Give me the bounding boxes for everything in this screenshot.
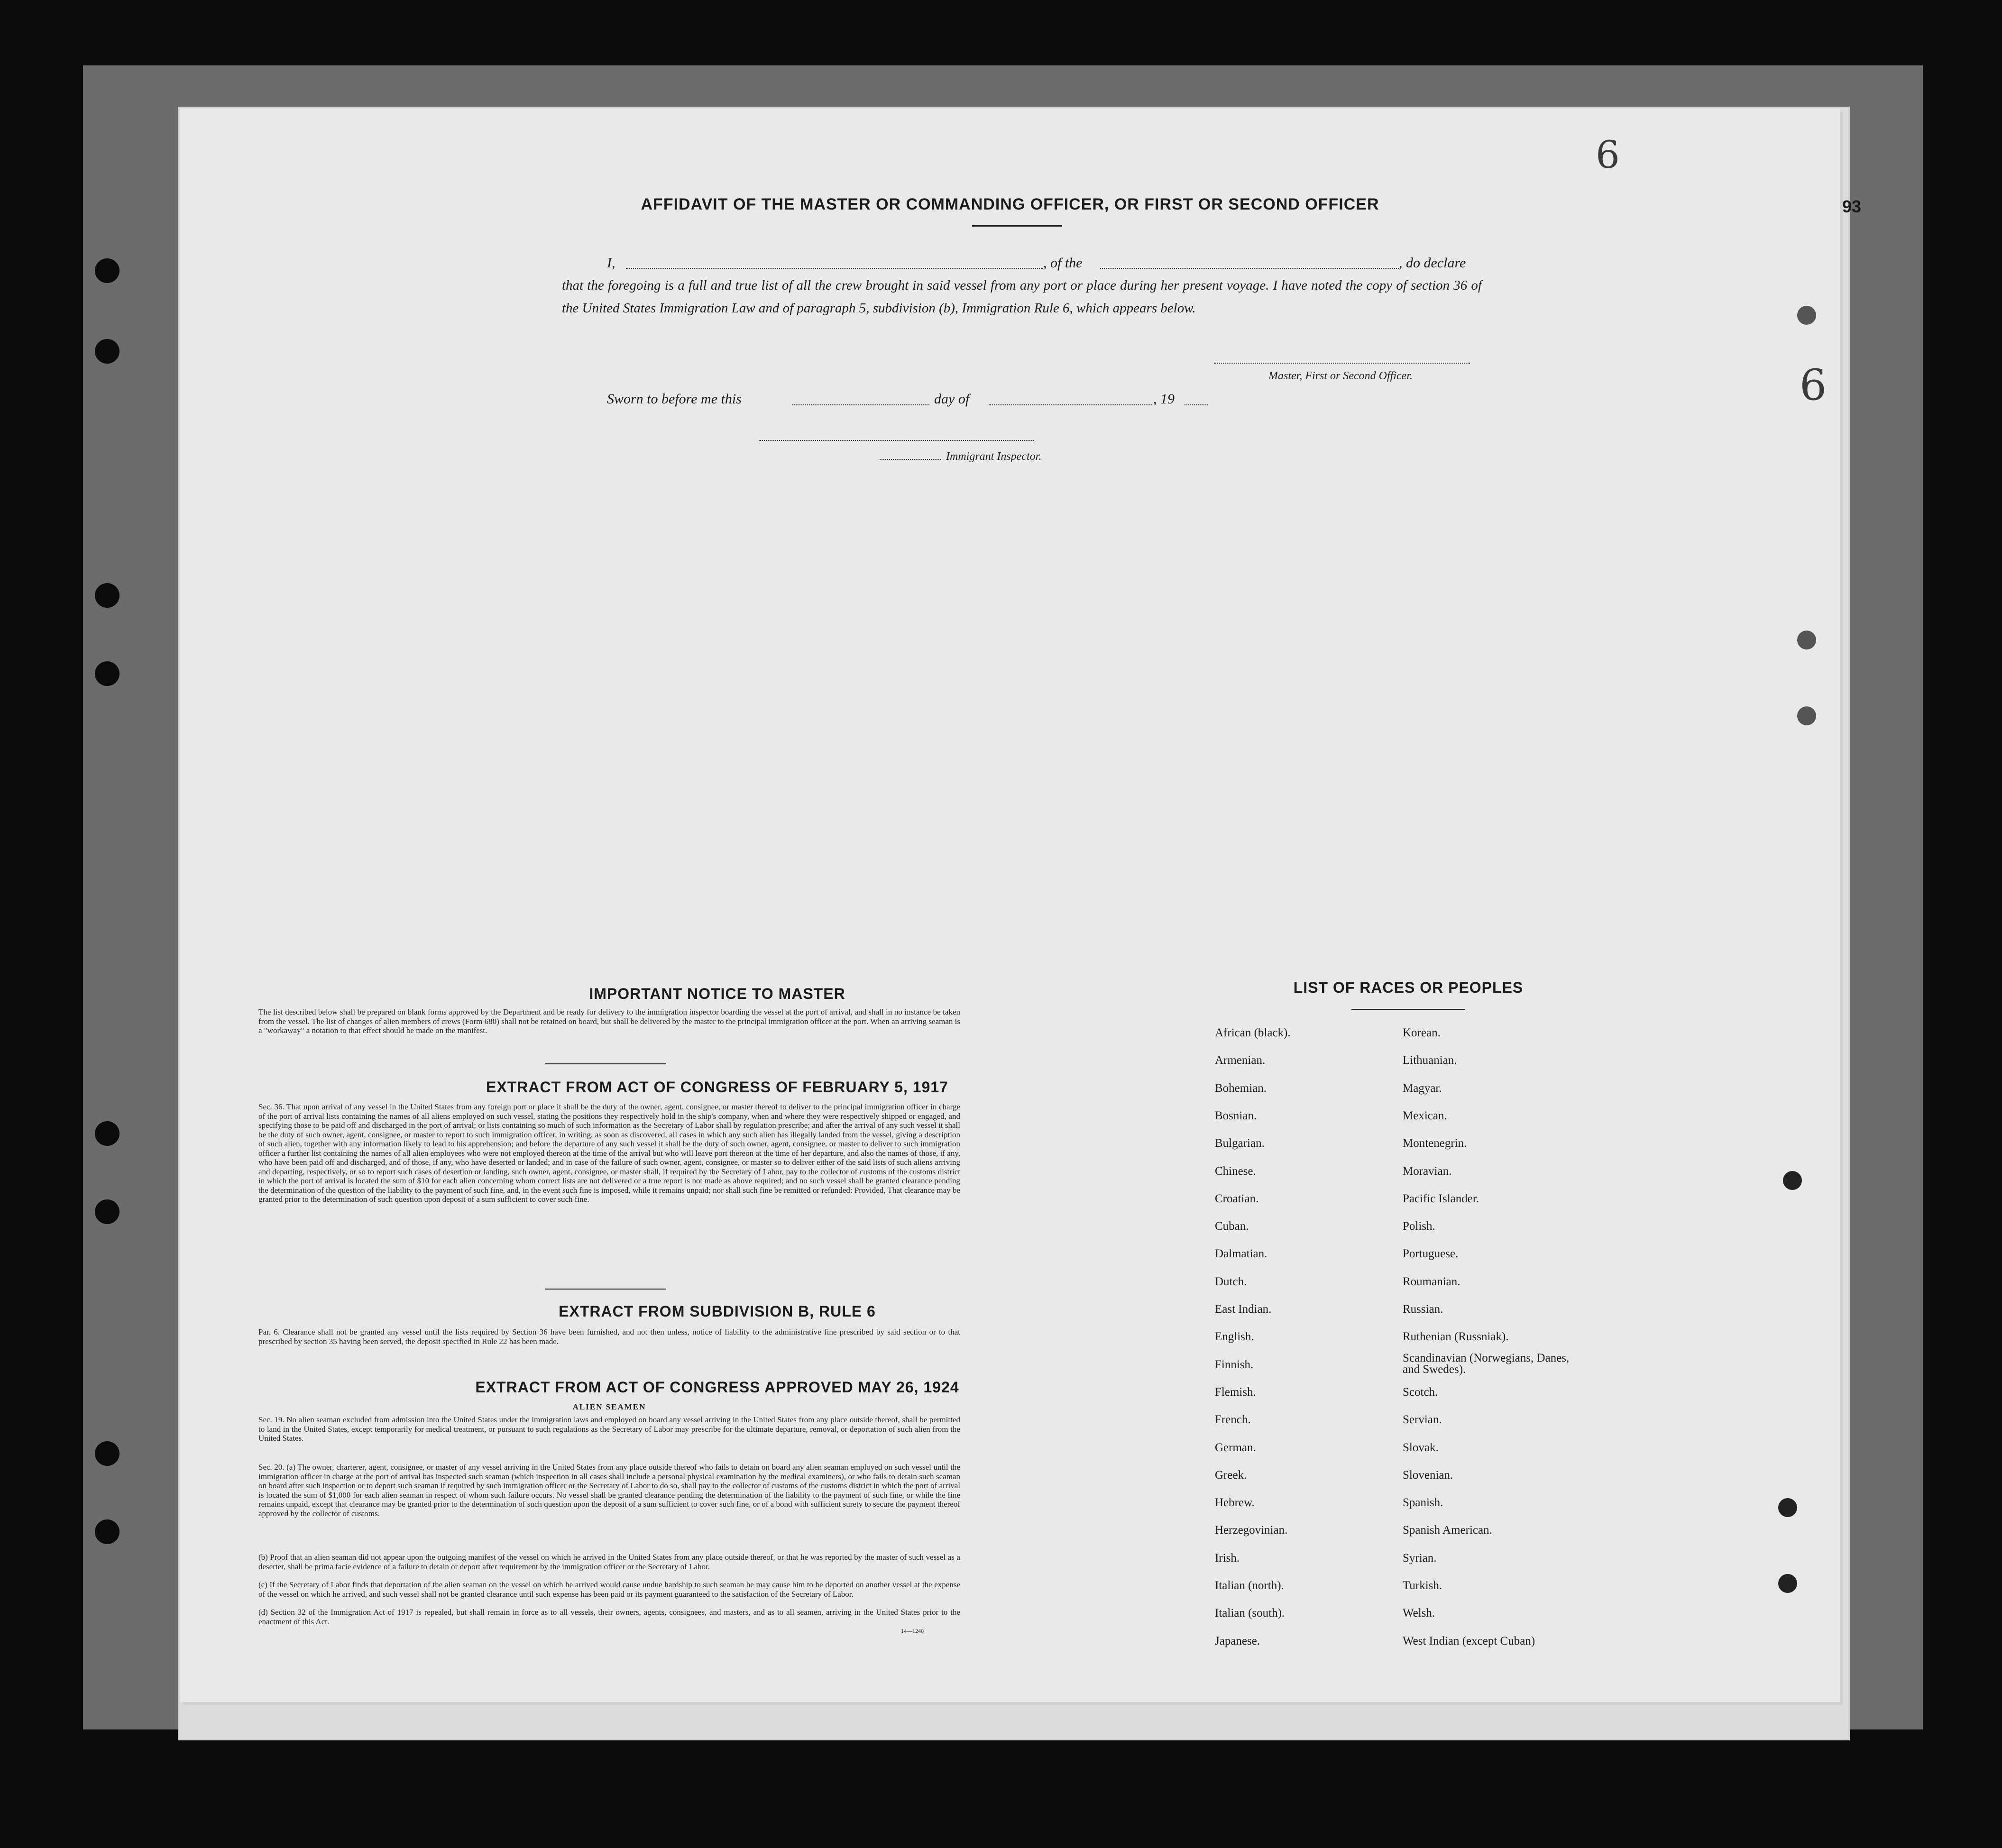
race-item: Welsh. [1403,1607,1435,1620]
extract-1917-text: Sec. 36. That upon arrival of any vessel in the United States from any foreign port or place it shall be the duty of the owner, agent, consignee, or master thereof to deliver to the principal immigration officer in charge of the port of arrival lists containing the names of all aliens employed on such vessel, stating the positions they respectively hold in the ship's company, when and where they were respectively shipped or engaged, and specifying those to be paid off and discharged in the port of arrival; or lists containing so much of such information as the Secretary of Labor shall by regulation prescribe; and after the arrival of any such vessel it shall be the duty of such owner, agent, consignee, or master to report to such immigration officer, in writing, as soon as discovered, all cases in which any such alien has illegally landed from the vessel, giving a description of such alien, together with any information likely to lead to his apprehension; and before the departure of any such vessel it shall be the duty of such owner, agent, consignee, or master to deliver to such immigration officer a further list containing the names of all alien employees who were not employed thereon at the time of the arrival but who will leave port thereon at the time of her departure, and also the names of those, if any, who have been paid off and discharged, and of those, if any, who have deserted or landed; and in case of the failure of such owner, agent, consignee, or master so to deliver either of the said lists of such aliens arriving and departing, respectively, or so to report such cases of desertion or landing, such owner, agent, consignee, or master shall, if required by the Secretary of Labor, pay to the collector of customs of the customs district in which the port of arrival is located the sum of $10 for each alien concerning whom correct lists are not delivered or a true report is not made as above required; and no such vessel shall be granted clearance pending the determination of the question of the liability to the payment of such fine, and, in the event such fine is imposed, while it remains unpaid; nor shall such fine be remitted or refunded: Provided, That clearance may be granted prior to the determination of such question upon deposit of a sum sufficient to cover such fine. [258,1102,960,1204]
race-item: Roumanian. [1403,1275,1460,1288]
race-item: Croatian. [1215,1192,1259,1205]
race-item: Bosnian. [1215,1109,1257,1122]
punch-hole [1797,631,1816,650]
inspector-blank [759,440,1034,441]
section-rule [545,1289,666,1290]
race-item: Polish. [1403,1220,1435,1233]
race-item: French. [1215,1413,1251,1427]
race-item: Syrian. [1403,1551,1437,1564]
race-item: Spanish American. [1403,1524,1492,1537]
race-item: Hebrew. [1215,1496,1255,1510]
race-item: Flemish. [1215,1385,1256,1399]
sworn-label: Sworn to before me this [607,391,742,407]
race-item: English. [1215,1330,1254,1344]
race-item: Cuban. [1215,1220,1249,1233]
extract-rule6-title: EXTRACT FROM SUBDIVISION B, RULE 6 [559,1303,876,1320]
sworn-year-label: , 19 [1153,391,1175,407]
race-item: Pacific Islander. [1403,1192,1479,1205]
race-item: Armenian. [1215,1054,1266,1067]
race-item: Ruthenian (Russniak). [1403,1330,1509,1344]
extract-rule6-text: Par. 6. Clearance shall not be granted any vessel until the lists required by Section 36 have been furnished, and not then unless, notice of liability to the administrative fine prescribed by said section or to that prescribed by section 35 having been served, the deposit specified in Rule 22 has been made. [258,1327,960,1346]
name-blank [626,268,1043,269]
corner-number: 93 [1842,197,1862,216]
race-item: West Indian (except Cuban) [1403,1634,1535,1647]
race-item: Dutch. [1215,1275,1247,1288]
race-item: Japanese. [1215,1634,1260,1647]
side-mark: 6 [1800,360,1827,410]
races-rule [1351,1009,1465,1010]
notice-title: IMPORTANT NOTICE TO MASTER [589,985,845,1002]
race-item: Lithuanian. [1403,1054,1457,1067]
bleed-through-text [261,164,1683,189]
race-item: Bohemian. [1215,1081,1267,1095]
race-item: Greek. [1215,1468,1247,1482]
extract-1924-sec20d: (d) Section 32 of the Immigration Act of 1917 is repealed, but shall remain in force as to all vessels, their owners, agents, consignees, and masters, and as to all seamen, arriving in the United States prior to the enactment of this Act. [258,1608,960,1626]
signature-blank [1214,363,1470,364]
punch-hole [95,661,119,686]
race-item: East Indian. [1215,1303,1272,1316]
sworn-year-blank [1185,404,1208,405]
race-item: Mexican. [1403,1109,1447,1122]
race-item: German. [1215,1441,1256,1454]
extract-1924-title: EXTRACT FROM ACT OF CONGRESS APPROVED MAY 26, 1924 [475,1379,959,1396]
race-item: Irish. [1215,1551,1240,1564]
alien-seamen-heading: ALIEN SEAMEN [572,1402,646,1411]
race-item: Scotch. [1403,1385,1438,1399]
race-item: Turkish. [1403,1579,1442,1592]
punch-hole [1778,1498,1797,1517]
race-item: Bulgarian. [1215,1137,1265,1150]
punch-hole [95,339,119,364]
race-item: Italian (south). [1215,1607,1285,1620]
race-item: Russian. [1403,1303,1443,1316]
race-item: Slovenian. [1403,1468,1453,1482]
race-item: Montenegrin. [1403,1137,1467,1150]
punch-hole [95,583,119,608]
race-item: Chinese. [1215,1164,1256,1178]
inspector-label: Immigrant Inspector. [946,450,1042,463]
punch-hole [95,1441,119,1466]
page-number-mark: 6 [1596,133,1620,177]
extract-1924-sec19: Sec. 19. No alien seaman excluded from admission into the United States under the immigration laws and employed on board any vessel arriving in the United States from any place outside thereof, shall be permitted to land in the United States, except temporarily for medical treatment, or pursuant to such regulations as the Secretary of Labor may prescribe for the ultimate departure, removal, or deportation of such alien from the United States. [258,1415,960,1443]
title-rule [972,225,1062,227]
affidavit-i-label: I, [607,255,615,271]
race-item: Portuguese. [1403,1247,1459,1261]
vessel-blank [1100,268,1399,269]
race-item: Finnish. [1215,1358,1254,1371]
extract-1924-sec20c: (c) If the Secretary of Labor finds that deportation of the alien seaman on the vessel on which he arrived would cause undue hardship to such seaman he may cause him to be deported on another vessel at the expense of the vessel on which he arrived, and such vessel shall not be granted clearance until such expense has been paid or its payment guaranteed to the satisfaction of the Secretary of Labor. [258,1580,960,1599]
race-item: Italian (north). [1215,1579,1284,1592]
punch-hole [95,1121,119,1146]
form-number: 14—1240 [901,1628,924,1634]
punch-hole [95,258,119,283]
punch-hole [95,1519,119,1544]
extract-1924-sec20b: (b) Proof that an alien seaman did not appear upon the outgoing manifest of the vessel on which he arrived in the United States from any place outside thereof, or that he was reported by the master of such vessel as a deserter, shall be prima facie evidence of a failure to detain or deport after requirement by the immigration officer or the Secretary of Labor. [258,1553,960,1571]
races-title: LIST OF RACES OR PEOPLES [1293,979,1524,996]
sworn-day-label: day of [934,391,970,407]
race-item: Magyar. [1403,1081,1442,1095]
race-item: Slovak. [1403,1441,1439,1454]
sworn-day-blank [792,404,929,405]
extract-1917-title: EXTRACT FROM ACT OF CONGRESS OF FEBRUARY 5, 1917 [486,1079,948,1096]
inspector-blank-2 [880,459,941,460]
race-item: Dalmatian. [1215,1247,1267,1261]
punch-hole [95,1199,119,1224]
race-item: Moravian. [1403,1164,1452,1178]
affidavit-declare-label: , do declare [1399,255,1466,271]
section-rule [545,1063,666,1064]
punch-hole [1778,1574,1797,1593]
signature-label: Master, First or Second Officer. [1268,370,1413,382]
affidavit-of-the-label: , of the [1043,255,1083,271]
punch-hole [1797,706,1816,725]
notice-text: The list described below shall be prepared on blank forms approved by the Department and be ready for delivery to the immigration inspector boarding the vessel at the port of arrival, and shall in no instance be taken from the vessel. The list of changes of alien members of crews (Form 680) shall not be retained on board, but shall be delivered by the master to the principal immigration officer at the port. When an arriving seaman is a "workaway" a notation to that effect should be made on the manifest. [258,1007,960,1035]
sworn-month-blank [989,404,1152,405]
affidavit-title: AFFIDAVIT OF THE MASTER OR COMMANDING OFFICER, OR FIRST OR SECOND OFFICER [641,195,1379,213]
race-item: Korean. [1403,1026,1441,1039]
extract-1924-sec20a: Sec. 20. (a) The owner, charterer, agent, consignee, or master of any vessel arriving in the United States from any place outside thereof who fails to detain on board any alien seaman employed on such vessel until the immigration officer in charge at the port of arrival has inspected such seaman (which inspection in all cases shall include a personal physical examination by the medical examiners), or who fails to detain such seaman on board after such inspection or to deport such seaman if required by such immigration officer or the Secretary of Labor to do so, shall pay to the collector of customs of the customs district in which the port of arrival is located the sum of $1,000 for each alien seaman in respect of whom such failure occurs. No vessel shall be granted clearance pending the determination of the liability to the payment of such fine, or while the fine remains unpaid, except that clearance may be granted prior to the determination of such question upon the deposit of a sum sufficient to cover such fine, or of a bond with sufficient surety to secure the payment thereof approved by the collector of customs. [258,1463,960,1518]
race-item: Spanish. [1403,1496,1443,1510]
race-item: Herzegovinian. [1215,1524,1288,1537]
race-item: African (black). [1215,1026,1291,1039]
race-item: Scandinavian (Norwegians, Danes, and Swedes). [1403,1351,1570,1376]
punch-hole [1783,1171,1802,1190]
race-item: Servian. [1403,1413,1442,1427]
punch-hole [1797,306,1816,325]
affidavit-body: that the foregoing is a full and true list of all the crew brought in said vessel from any port or place during her present voyage. I have noted the copy of section 36 of the United States Immigration Law and of paragraph 5, subdivision (b), Immigration Rule 6, which appears below. [562,278,1482,316]
